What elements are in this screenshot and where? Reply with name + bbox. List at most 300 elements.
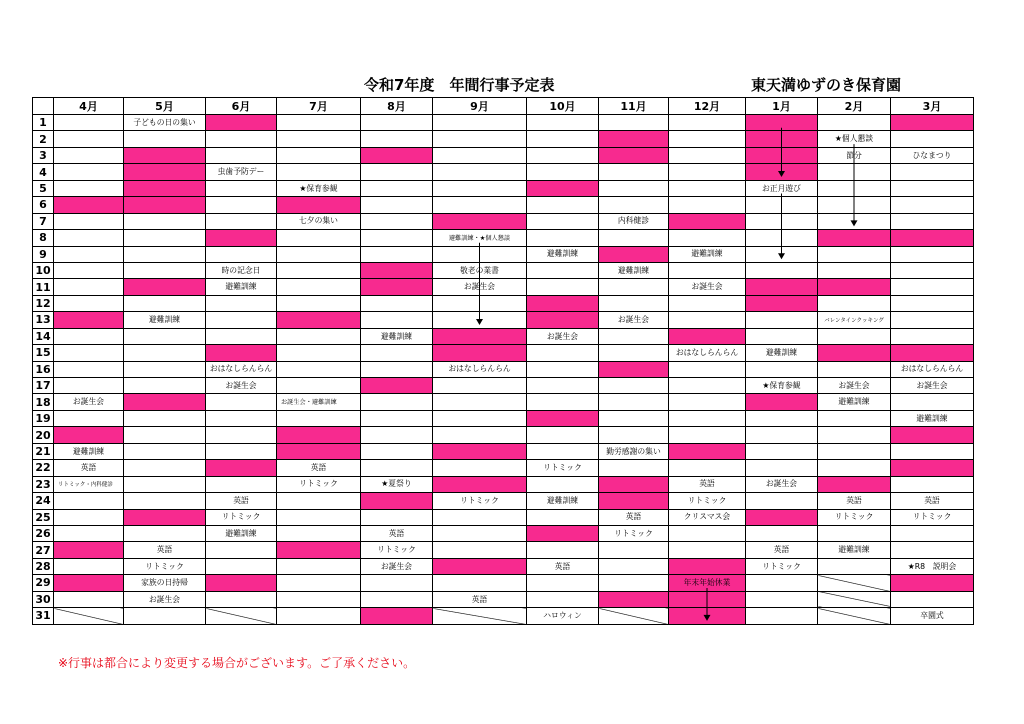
day-cell-m3-d1 xyxy=(891,115,974,131)
day-cell-m1-d22 xyxy=(746,460,818,476)
day-cell-m10-d17 xyxy=(527,378,599,394)
day-cell-m10-d24 xyxy=(527,493,599,509)
event-label: リトミック xyxy=(299,479,338,489)
day-cell-m6-d13 xyxy=(206,312,277,328)
table-row xyxy=(33,394,974,410)
day-cell-m11-d21 xyxy=(599,443,669,459)
month-header-m1: 1月 xyxy=(746,98,818,115)
day-number: 26 xyxy=(33,525,54,541)
day-cell-m9-d23 xyxy=(433,476,527,492)
day-cell-m7-d26 xyxy=(277,525,361,541)
day-cell-m9-d17 xyxy=(433,378,527,394)
event-label: 家族の日持帰 xyxy=(141,578,188,588)
day-cell-m3-d13 xyxy=(891,312,974,328)
day-cell-m8-d17 xyxy=(361,378,433,394)
day-cell-m3-d22 xyxy=(891,460,974,476)
day-cell-m12-d24 xyxy=(669,493,746,509)
day-cell-m1-d16 xyxy=(746,361,818,377)
day-cell-m5-d24 xyxy=(124,493,206,509)
day-cell-m10-d18 xyxy=(527,394,599,410)
day-cell-m3-d28 xyxy=(891,558,974,574)
day-cell-m1-d8 xyxy=(746,230,818,246)
event-label: 避難訓練 xyxy=(72,446,105,456)
day-cell-m7-d15 xyxy=(277,345,361,361)
table-row xyxy=(33,197,974,213)
day-cell-m4-d20 xyxy=(54,427,124,443)
day-cell-m7-d11 xyxy=(277,279,361,295)
day-cell-m4-d3 xyxy=(54,147,124,163)
day-cell-m11-d18 xyxy=(599,394,669,410)
day-cell-m5-d22 xyxy=(124,460,206,476)
day-cell-m2-d23 xyxy=(818,476,891,492)
day-cell-m5-d27 xyxy=(124,542,206,558)
day-cell-m10-d15 xyxy=(527,345,599,361)
event-label: お誕生会 xyxy=(838,380,870,390)
day-cell-m6-d1 xyxy=(206,115,277,131)
day-cell-m11-d19 xyxy=(599,410,669,426)
event-label: 英語 xyxy=(310,463,327,472)
day-cell-m5-d6 xyxy=(124,197,206,213)
day-cell-m8-d16 xyxy=(361,361,433,377)
day-cell-m6-d30 xyxy=(206,591,277,607)
table-row xyxy=(33,345,974,361)
month-header-m11: 11月 xyxy=(599,98,669,115)
day-cell-m1-d27 xyxy=(746,542,818,558)
day-cell-m1-d11 xyxy=(746,279,818,295)
day-number: 15 xyxy=(33,345,54,361)
table-row xyxy=(33,493,974,509)
day-cell-m5-d26 xyxy=(124,525,206,541)
day-cell-m8-d2 xyxy=(361,131,433,147)
day-cell-m10-d9 xyxy=(527,246,599,262)
day-cell-m2-d28 xyxy=(818,558,891,574)
event-label: お誕生会 xyxy=(691,282,723,292)
day-cell-m11-d30 xyxy=(599,591,669,607)
day-cell-m7-d14 xyxy=(277,328,361,344)
day-cell-m6-d5 xyxy=(206,180,277,196)
event-label: お誕生会 xyxy=(916,380,948,390)
day-cell-m5-d14 xyxy=(124,328,206,344)
day-cell-m10-d3 xyxy=(527,147,599,163)
day-number: 30 xyxy=(33,591,54,607)
day-cell-m6-d26 xyxy=(206,525,277,541)
day-cell-m9-d10 xyxy=(433,262,527,278)
day-cell-m11-d20 xyxy=(599,427,669,443)
day-cell-m11-d15 xyxy=(599,345,669,361)
day-cell-m8-d22 xyxy=(361,460,433,476)
day-cell-m2-d20 xyxy=(818,427,891,443)
event-label: 虫歯予防デー xyxy=(217,167,265,177)
month-header-m9: 9月 xyxy=(433,98,527,115)
event-label: お誕生会 xyxy=(380,561,413,571)
event-label: リトミック xyxy=(614,528,653,538)
day-cell-m6-d19 xyxy=(206,410,277,426)
day-cell-m4-d21 xyxy=(54,443,124,459)
day-cell-m5-d20 xyxy=(124,427,206,443)
day-cell-m2-d10 xyxy=(818,262,891,278)
month-header-m8: 8月 xyxy=(361,98,433,115)
day-cell-m11-d4 xyxy=(599,164,669,180)
event-label: 卒園式 xyxy=(920,610,944,620)
day-cell-m1-d31 xyxy=(746,608,818,624)
event-label: お誕生会 xyxy=(546,331,579,341)
day-number: 24 xyxy=(33,493,54,509)
day-cell-m6-d7 xyxy=(206,213,277,229)
day-cell-m6-d6 xyxy=(206,197,277,213)
day-cell-m9-d14 xyxy=(433,328,527,344)
table-row xyxy=(33,476,974,492)
day-number: 7 xyxy=(33,213,54,229)
day-cell-m2-d16 xyxy=(818,361,891,377)
day-number: 21 xyxy=(33,443,54,459)
day-cell-m4-d17 xyxy=(54,378,124,394)
table-row xyxy=(33,542,974,558)
day-cell-m2-d21 xyxy=(818,443,891,459)
day-cell-m12-d21 xyxy=(669,443,746,459)
day-cell-m7-d20 xyxy=(277,427,361,443)
event-label: 内科健診 xyxy=(617,216,650,226)
event-label: 避難訓練 xyxy=(691,249,723,259)
day-cell-m4-d15 xyxy=(54,345,124,361)
event-label: 避難訓練 xyxy=(225,282,257,292)
event-label: バレンタインクッキング xyxy=(824,317,884,324)
day-cell-m5-d17 xyxy=(124,378,206,394)
day-cell-m5-d13 xyxy=(124,312,206,328)
event-label: 英語 xyxy=(156,545,173,555)
day-cell-m11-d9 xyxy=(599,246,669,262)
day-cell-m2-d17 xyxy=(818,378,891,394)
day-cell-m9-d22 xyxy=(433,460,527,476)
day-cell-m5-d8 xyxy=(124,230,206,246)
day-cell-m10-d19 xyxy=(527,410,599,426)
event-label: リトミック xyxy=(377,545,416,555)
day-cell-m8-d23 xyxy=(361,476,433,492)
day-cell-m8-d24 xyxy=(361,493,433,509)
day-cell-m10-d11 xyxy=(527,279,599,295)
day-cell-m11-d29 xyxy=(599,575,669,591)
day-cell-m11-d16 xyxy=(599,361,669,377)
day-cell-m12-d17 xyxy=(669,378,746,394)
day-cell-m8-d27 xyxy=(361,542,433,558)
event-label: 英語 xyxy=(625,512,642,522)
day-cell-m1-d7 xyxy=(746,213,818,229)
day-cell-m11-d7 xyxy=(599,213,669,229)
day-cell-m1-d6 xyxy=(746,197,818,213)
day-cell-m3-d3 xyxy=(891,147,974,163)
day-cell-m3-d16 xyxy=(891,361,974,377)
day-cell-m1-d18 xyxy=(746,394,818,410)
day-cell-m8-d31 xyxy=(361,608,433,624)
table-row xyxy=(33,312,974,328)
day-cell-m4-d11 xyxy=(54,279,124,295)
event-label: 時の記念日 xyxy=(221,265,261,275)
event-label: 英語 xyxy=(924,495,940,505)
event-label: リトミック xyxy=(145,561,184,571)
event-label: お誕生会 xyxy=(148,594,181,604)
day-cell-m7-d12 xyxy=(277,295,361,311)
table-row xyxy=(33,131,974,147)
day-cell-m2-d15 xyxy=(818,345,891,361)
day-cell-m12-d22 xyxy=(669,460,746,476)
day-cell-m3-d20 xyxy=(891,427,974,443)
day-number: 11 xyxy=(33,279,54,295)
day-cell-m10-d25 xyxy=(527,509,599,525)
day-cell-m5-d18 xyxy=(124,394,206,410)
day-cell-m10-d7 xyxy=(527,213,599,229)
day-cell-m7-d31 xyxy=(277,608,361,624)
day-cell-m10-d14 xyxy=(527,328,599,344)
day-cell-m4-d19 xyxy=(54,410,124,426)
month-header-m3: 3月 xyxy=(891,98,974,115)
event-label: ★R8 説明会 xyxy=(907,561,957,571)
day-cell-m11-d2 xyxy=(599,131,669,147)
day-cell-m3-d7 xyxy=(891,213,974,229)
day-cell-m4-d12 xyxy=(54,295,124,311)
table-row xyxy=(33,460,974,476)
day-cell-m3-d4 xyxy=(891,164,974,180)
day-cell-m10-d31 xyxy=(527,608,599,624)
day-cell-m8-d26 xyxy=(361,525,433,541)
day-cell-m7-d1 xyxy=(277,115,361,131)
day-cell-m7-d4 xyxy=(277,164,361,180)
day-cell-m7-d27 xyxy=(277,542,361,558)
day-cell-m4-d10 xyxy=(54,262,124,278)
day-cell-m3-d12 xyxy=(891,295,974,311)
day-cell-m8-d7 xyxy=(361,213,433,229)
day-number: 22 xyxy=(33,460,54,476)
day-cell-m9-d7 xyxy=(433,213,527,229)
day-number: 27 xyxy=(33,542,54,558)
day-cell-m6-d20 xyxy=(206,427,277,443)
day-cell-m10-d23 xyxy=(527,476,599,492)
day-cell-m10-d5 xyxy=(527,180,599,196)
day-cell-m6-d27 xyxy=(206,542,277,558)
day-cell-m12-d31 xyxy=(669,608,746,624)
day-cell-m11-d12 xyxy=(599,295,669,311)
day-cell-m10-d26 xyxy=(527,525,599,541)
day-cell-m9-d30 xyxy=(433,591,527,607)
day-number: 16 xyxy=(33,361,54,377)
event-label: 英語 xyxy=(773,545,790,555)
day-cell-m6-d28 xyxy=(206,558,277,574)
day-number: 3 xyxy=(33,147,54,163)
day-cell-m4-d24 xyxy=(54,493,124,509)
day-number: 14 xyxy=(33,328,54,344)
day-cell-m2-d30 xyxy=(818,591,891,607)
day-cell-m4-d27 xyxy=(54,542,124,558)
day-cell-m8-d20 xyxy=(361,427,433,443)
day-cell-m2-d4 xyxy=(818,164,891,180)
table-row xyxy=(33,509,974,525)
day-cell-m6-d31 xyxy=(206,608,277,624)
event-label: お誕生会 xyxy=(225,380,257,390)
day-cell-m4-d4 xyxy=(54,164,124,180)
day-cell-m7-d17 xyxy=(277,378,361,394)
day-number: 29 xyxy=(33,575,54,591)
day-cell-m1-d15 xyxy=(746,345,818,361)
day-cell-m5-d10 xyxy=(124,262,206,278)
table-row xyxy=(33,115,974,131)
day-cell-m12-d29 xyxy=(669,575,746,591)
event-label: おはなしらんらん xyxy=(900,364,964,374)
day-cell-m2-d7 xyxy=(818,213,891,229)
day-cell-m6-d4 xyxy=(206,164,277,180)
day-cell-m12-d6 xyxy=(669,197,746,213)
day-cell-m8-d14 xyxy=(361,328,433,344)
day-cell-m6-d12 xyxy=(206,295,277,311)
day-cell-m7-d25 xyxy=(277,509,361,525)
day-cell-m8-d3 xyxy=(361,147,433,163)
day-cell-m2-d31 xyxy=(818,608,891,624)
day-cell-m7-d29 xyxy=(277,575,361,591)
day-number: 13 xyxy=(33,312,54,328)
day-cell-m1-d20 xyxy=(746,427,818,443)
event-label: ★夏祭り xyxy=(381,479,412,489)
event-label: 年末年始休業 xyxy=(683,578,731,588)
day-cell-m3-d15 xyxy=(891,345,974,361)
event-label: 子どもの日の集い xyxy=(133,117,196,127)
day-cell-m10-d30 xyxy=(527,591,599,607)
table-row xyxy=(33,525,974,541)
day-cell-m10-d10 xyxy=(527,262,599,278)
day-cell-m11-d26 xyxy=(599,525,669,541)
day-cell-m9-d29 xyxy=(433,575,527,591)
day-cell-m10-d22 xyxy=(527,460,599,476)
day-cell-m7-d6 xyxy=(277,197,361,213)
day-cell-m3-d29 xyxy=(891,575,974,591)
day-cell-m1-d14 xyxy=(746,328,818,344)
day-cell-m9-d13 xyxy=(433,312,527,328)
day-cell-m8-d15 xyxy=(361,345,433,361)
day-cell-m3-d6 xyxy=(891,197,974,213)
organization-name: 東天満ゆずのき保育園 xyxy=(751,76,902,94)
event-label: ★個人懇談 xyxy=(834,134,874,144)
day-cell-m12-d8 xyxy=(669,230,746,246)
day-cell-m3-d24 xyxy=(891,493,974,509)
event-label: リトミック・内科健診 xyxy=(58,482,113,489)
day-cell-m12-d23 xyxy=(669,476,746,492)
day-cell-m12-d28 xyxy=(669,558,746,574)
day-cell-m8-d5 xyxy=(361,180,433,196)
day-cell-m5-d1 xyxy=(124,115,206,131)
footer-note: ※行事は都合により変更する場合がございます。ご了承ください。 xyxy=(58,656,416,670)
day-cell-m3-d23 xyxy=(891,476,974,492)
day-cell-m2-d12 xyxy=(818,295,891,311)
event-label: 七夕の集い xyxy=(299,216,338,226)
day-cell-m2-d24 xyxy=(818,493,891,509)
day-cell-m2-d1 xyxy=(818,115,891,131)
day-cell-m7-d24 xyxy=(277,493,361,509)
day-number: 20 xyxy=(33,427,54,443)
day-cell-m4-d9 xyxy=(54,246,124,262)
day-cell-m12-d14 xyxy=(669,328,746,344)
day-cell-m12-d16 xyxy=(669,361,746,377)
day-cell-m6-d14 xyxy=(206,328,277,344)
day-cell-m9-d4 xyxy=(433,164,527,180)
day-cell-m12-d7 xyxy=(669,213,746,229)
day-cell-m1-d3 xyxy=(746,147,818,163)
table-row xyxy=(33,361,974,377)
day-cell-m6-d2 xyxy=(206,131,277,147)
day-cell-m11-d10 xyxy=(599,262,669,278)
event-label: リトミック xyxy=(543,463,582,472)
day-cell-m4-d26 xyxy=(54,525,124,541)
table-row xyxy=(33,230,974,246)
day-cell-m5-d11 xyxy=(124,279,206,295)
table-row xyxy=(33,164,974,180)
day-cell-m2-d11 xyxy=(818,279,891,295)
day-cell-m9-d28 xyxy=(433,558,527,574)
day-cell-m1-d17 xyxy=(746,378,818,394)
event-label: 勤労感謝の集い xyxy=(606,446,661,456)
day-cell-m7-d22 xyxy=(277,460,361,476)
day-cell-m1-d28 xyxy=(746,558,818,574)
day-cell-m8-d19 xyxy=(361,410,433,426)
event-label: 英語 xyxy=(699,479,715,489)
event-label: お誕生会 xyxy=(72,397,105,407)
day-cell-m4-d29 xyxy=(54,575,124,591)
event-label: おはなしらんらん xyxy=(448,364,511,374)
day-cell-m9-d6 xyxy=(433,197,527,213)
table-row xyxy=(33,147,974,163)
day-cell-m1-d21 xyxy=(746,443,818,459)
day-cell-m8-d8 xyxy=(361,230,433,246)
day-cell-m11-d6 xyxy=(599,197,669,213)
day-cell-m12-d26 xyxy=(669,525,746,541)
event-label: 避難訓練 xyxy=(765,347,798,357)
day-cell-m4-d18 xyxy=(54,394,124,410)
day-cell-m11-d24 xyxy=(599,493,669,509)
table-row xyxy=(33,591,974,607)
table-row xyxy=(33,295,974,311)
day-cell-m10-d27 xyxy=(527,542,599,558)
day-cell-m9-d15 xyxy=(433,345,527,361)
day-cell-m11-d3 xyxy=(599,147,669,163)
day-cell-m8-d29 xyxy=(361,575,433,591)
day-cell-m3-d19 xyxy=(891,410,974,426)
day-cell-m4-d28 xyxy=(54,558,124,574)
day-cell-m3-d31 xyxy=(891,608,974,624)
day-cell-m9-d5 xyxy=(433,180,527,196)
day-cell-m2-d22 xyxy=(818,460,891,476)
day-cell-m10-d29 xyxy=(527,575,599,591)
month-header-m2: 2月 xyxy=(818,98,891,115)
day-cell-m7-d28 xyxy=(277,558,361,574)
month-header-m4: 4月 xyxy=(54,98,124,115)
day-cell-m3-d18 xyxy=(891,394,974,410)
day-cell-m9-d9 xyxy=(433,246,527,262)
table-row xyxy=(33,246,974,262)
day-cell-m12-d5 xyxy=(669,180,746,196)
day-cell-m4-d16 xyxy=(54,361,124,377)
day-cell-m2-d9 xyxy=(818,246,891,262)
day-cell-m8-d18 xyxy=(361,394,433,410)
day-cell-m1-d1 xyxy=(746,115,818,131)
day-cell-m5-d29 xyxy=(124,575,206,591)
event-label: 英語 xyxy=(471,594,488,604)
day-cell-m11-d8 xyxy=(599,230,669,246)
day-cell-m9-d11 xyxy=(433,279,527,295)
month-header-m10: 10月 xyxy=(527,98,599,115)
day-cell-m2-d25 xyxy=(818,509,891,525)
event-label: 避難訓練 xyxy=(148,315,181,325)
day-cell-m10-d12 xyxy=(527,295,599,311)
day-cell-m4-d30 xyxy=(54,591,124,607)
day-cell-m10-d28 xyxy=(527,558,599,574)
day-cell-m3-d25 xyxy=(891,509,974,525)
day-cell-m9-d31 xyxy=(433,608,527,624)
event-label: リトミック xyxy=(912,512,952,522)
